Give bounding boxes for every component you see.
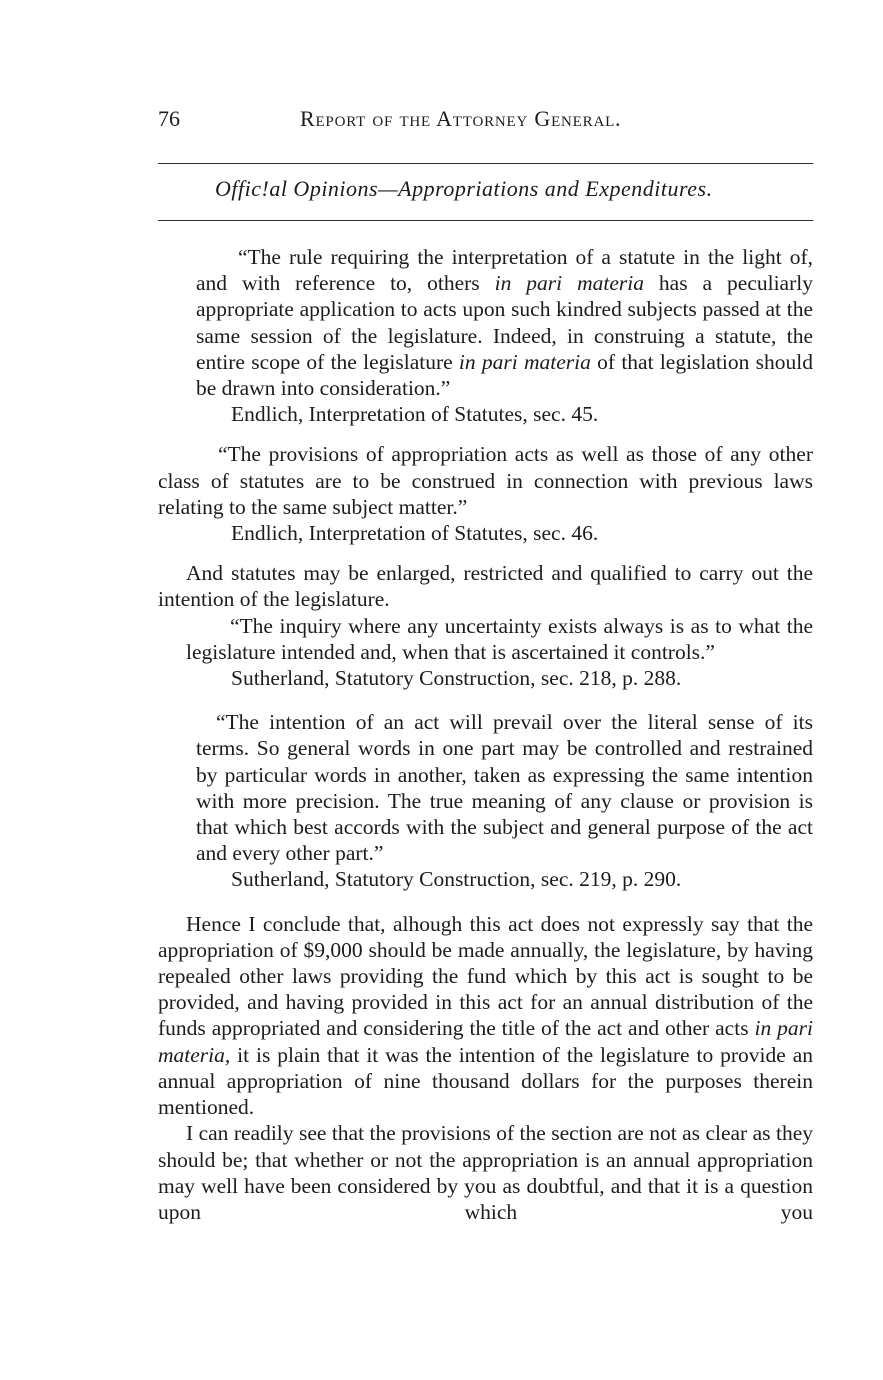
citation-endlich-46: Endlich, Interpretation of Statutes, sec. 46. (231, 521, 599, 546)
paragraph-readily-see: I can readily see that the provisions of the section are not as clear as they should be; that whether or not the appropriation is an annual appropriation may well have been considered by you as doubtful, and that it is a question upon which you (158, 1121, 813, 1224)
bottom-rule (158, 220, 813, 221)
quote-appropriation-acts: “The provisions of appropriation acts as well as those of any other class of statutes are to be construed in connection with previous laws relating to the same subject matter.” (158, 442, 813, 519)
italic-phrase: in pari materia, (158, 1016, 813, 1067)
citation-endlich-45: Endlich, Interpretation of Statutes, sec. 45. (231, 402, 599, 427)
paragraph-conclusion: Hence I conclude that, alhough this act does not expressly say that the appropriation of $9,000 should be made annually, the legislature, by having repealed other laws providing the fund which by this act is sought to be provided, and having provided in this act for an annual distribution of the funds appropriated and considering the title of the act and other acts in pari materia, it is plain that it was the intention of the legislature to provide an annual appropriation of nine thousand dollars for the purposes therein mentioned. (158, 911, 813, 1120)
top-rule (158, 163, 813, 164)
running-head (158, 106, 813, 136)
section-heading: Offic!al Opinions—Appropriations and Expenditures. (215, 176, 713, 201)
quote-inquiry: “The inquiry where any uncertainty exists always is as to what the legislature intended and, when that is ascertained it controls.” (186, 613, 813, 664)
citation-sutherland-218: Sutherland, Statutory Construction, sec. 218, p. 288. (231, 666, 682, 691)
running-title: Report of the Attorney General. (300, 106, 622, 131)
italic-phrase: in pari materia (458, 349, 591, 374)
page-number: 76 (158, 106, 180, 131)
body-text (158, 244, 813, 1225)
paragraph-statutes-enlarged: And statutes may be enlarged, restricted and qualified to carry out the intention of the legislature. (158, 561, 813, 612)
citation-sutherland-219: Sutherland, Statutory Construction, sec. 219, p. 290. (231, 867, 682, 892)
italic-phrase: in pari materia (494, 271, 644, 296)
quote-intention: “The intention of an act will prevail over the literal sense of its terms. So general words in one part may be controlled and restrained by particular words in another, taken as expressing the same intention with more precision. The true meaning of any clause or provision is that which best accords with the subject and general purpose of the act and every other part.” (196, 710, 813, 866)
quote-interpretation: “The rule requiring the interpretation of a statute in the light of, and with reference to, others in pari materia has a peculiarly appropriate application to acts upon such kindred subjects passed at the same session of the legislature. Indeed, in construing a statute, the entire scope of the legislature in pari materia of that legislation should be drawn into consideration.” (196, 245, 813, 401)
